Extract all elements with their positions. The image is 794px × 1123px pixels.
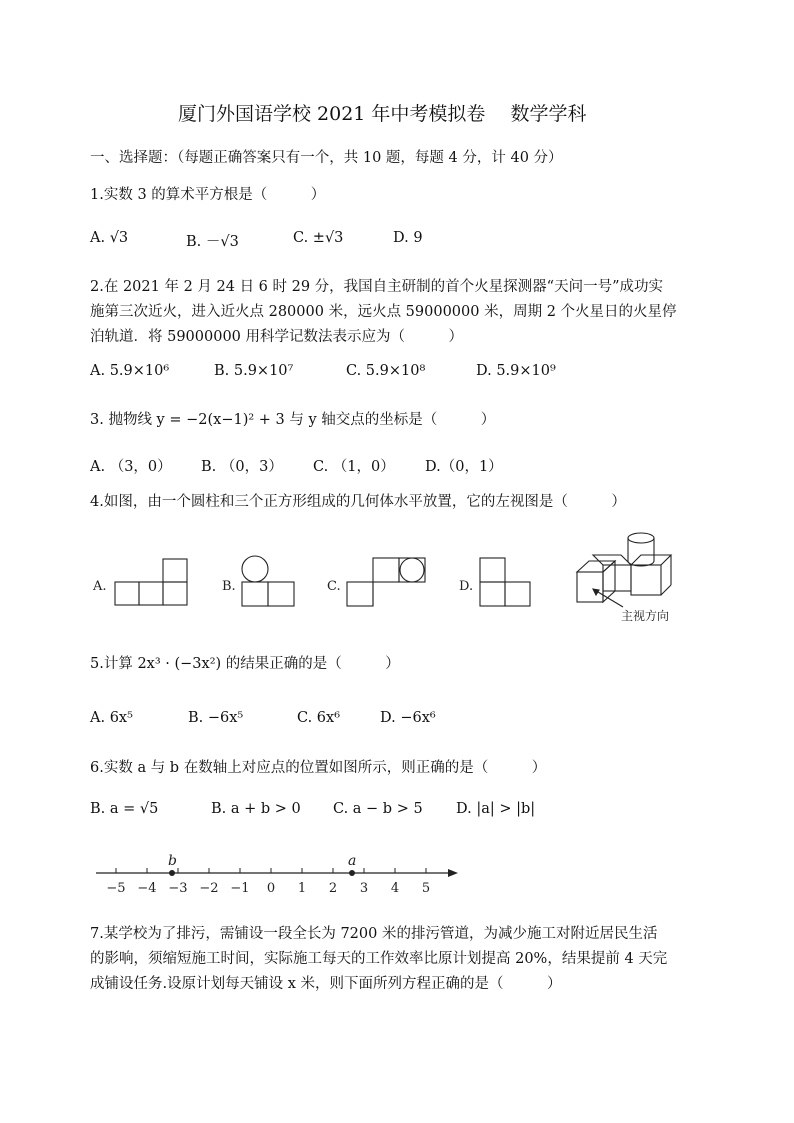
tick-label: −2: [199, 881, 219, 896]
tick-label: −3: [168, 881, 188, 896]
q2-option-c: C. 5.9×10⁸: [346, 363, 426, 379]
q3-option-b: B. （0，3）: [201, 459, 283, 475]
tick-label: 1: [297, 881, 307, 896]
figure-c-label: C.: [327, 579, 341, 594]
q2-option-a: A. 5.9×10⁶: [90, 363, 170, 379]
q3-option-d: D.（0，1）: [425, 459, 503, 475]
q6-option-c: C. a − b > 5: [333, 801, 423, 817]
figure-d: [480, 558, 530, 606]
tick-label: 4: [390, 881, 400, 896]
q1-option-d: D. 9: [393, 230, 423, 246]
q5-option-b: B. −6x⁵: [188, 710, 244, 726]
figure-c: [347, 558, 425, 606]
point-b: [169, 870, 175, 876]
q6-option-a: B. a = √5: [90, 801, 159, 817]
page-title: 厦门外国语学校 2021 年中考模拟卷 数学学科: [178, 103, 587, 125]
q7-line-1: 7.某学校为了排污，需铺设一段全长为 7200 米的排污管道，为减少施工对附近居民生活: [90, 926, 658, 942]
figure-d-label: D.: [459, 579, 474, 594]
q2-option-b: B. 5.9×10⁷: [214, 363, 294, 379]
q2-line-3: 泊轨道．将 59000000 用科学记数法表示应为（ ）: [90, 329, 464, 345]
point-a: [349, 870, 355, 876]
figure-a-label: A.: [93, 579, 107, 594]
figure-b: [242, 556, 294, 606]
tick-label: −5: [106, 881, 126, 896]
q5-option-c: C. 6x⁶: [297, 710, 341, 726]
section-heading: 一、选择题：（每题正确答案只有一个，共 10 题，每题 4 分，计 40 分）: [90, 150, 563, 166]
number-line: [88, 848, 468, 898]
q3-stem: 3. 抛物线 y = −2(x−1)² + 3 与 y 轴交点的坐标是（ ）: [90, 412, 496, 428]
q5-stem: 5.计算 2x³ · (−3x²) 的结果正确的是（ ）: [90, 656, 400, 672]
solid-figure: [577, 533, 671, 607]
q1-stem: 1.实数 3 的算术平方根是（ ）: [90, 187, 326, 203]
q6-option-d: D. |a| > |b|: [456, 801, 536, 817]
q1-option-b: B. －√3: [186, 234, 239, 250]
view-direction-label: 主视方向: [621, 609, 670, 623]
q7-line-3: 成铺设任务.设原计划每天铺设 x 米，则下面所列方程正确的是（ ）: [90, 976, 562, 992]
figure-b-label: B.: [222, 579, 236, 594]
q3-option-a: A. （3，0）: [90, 459, 172, 475]
q1-option-c: C. ±√3: [293, 230, 344, 246]
q4-stem: 4.如图，由一个圆柱和三个正方形组成的几何体水平放置，它的左视图是（ ）: [90, 494, 626, 510]
point-b-label: b: [168, 853, 177, 869]
tick-label: 3: [359, 881, 369, 896]
q2-line-2: 施第三次近火，进入近火点 280000 米，远火点 59000000 米，周期 2 个火星日的火星停: [90, 304, 677, 320]
q5-option-d: D. −6x⁶: [380, 710, 436, 726]
q1-option-a: A. √3: [90, 230, 129, 246]
q2-line-1: 2.在 2021 年 2 月 24 日 6 时 29 分，我国自主研制的首个火星探测器“天问一号”成功实: [90, 279, 664, 295]
q6-stem: 6.实数 a 与 b 在数轴上对应点的位置如图所示，则正确的是（ ）: [90, 760, 547, 776]
point-a-label: a: [348, 853, 357, 869]
tick-label: 2: [328, 881, 338, 896]
tick-label: −4: [137, 881, 157, 896]
q6-option-b: B. a + b > 0: [211, 801, 301, 817]
figure-a: [115, 559, 187, 605]
q4-figures: [88, 525, 708, 625]
tick-label: −1: [230, 881, 250, 896]
q2-option-d: D. 5.9×10⁹: [476, 363, 556, 379]
tick-label: 5: [421, 881, 431, 896]
tick-label: 0: [266, 881, 276, 896]
q3-option-c: C. （1，0）: [313, 459, 395, 475]
q7-line-2: 的影响，须缩短施工时间，实际施工每天的工作效率比原计划提高 20%，结果提前 4 天完: [90, 951, 668, 967]
q5-option-a: A. 6x⁵: [90, 710, 133, 726]
